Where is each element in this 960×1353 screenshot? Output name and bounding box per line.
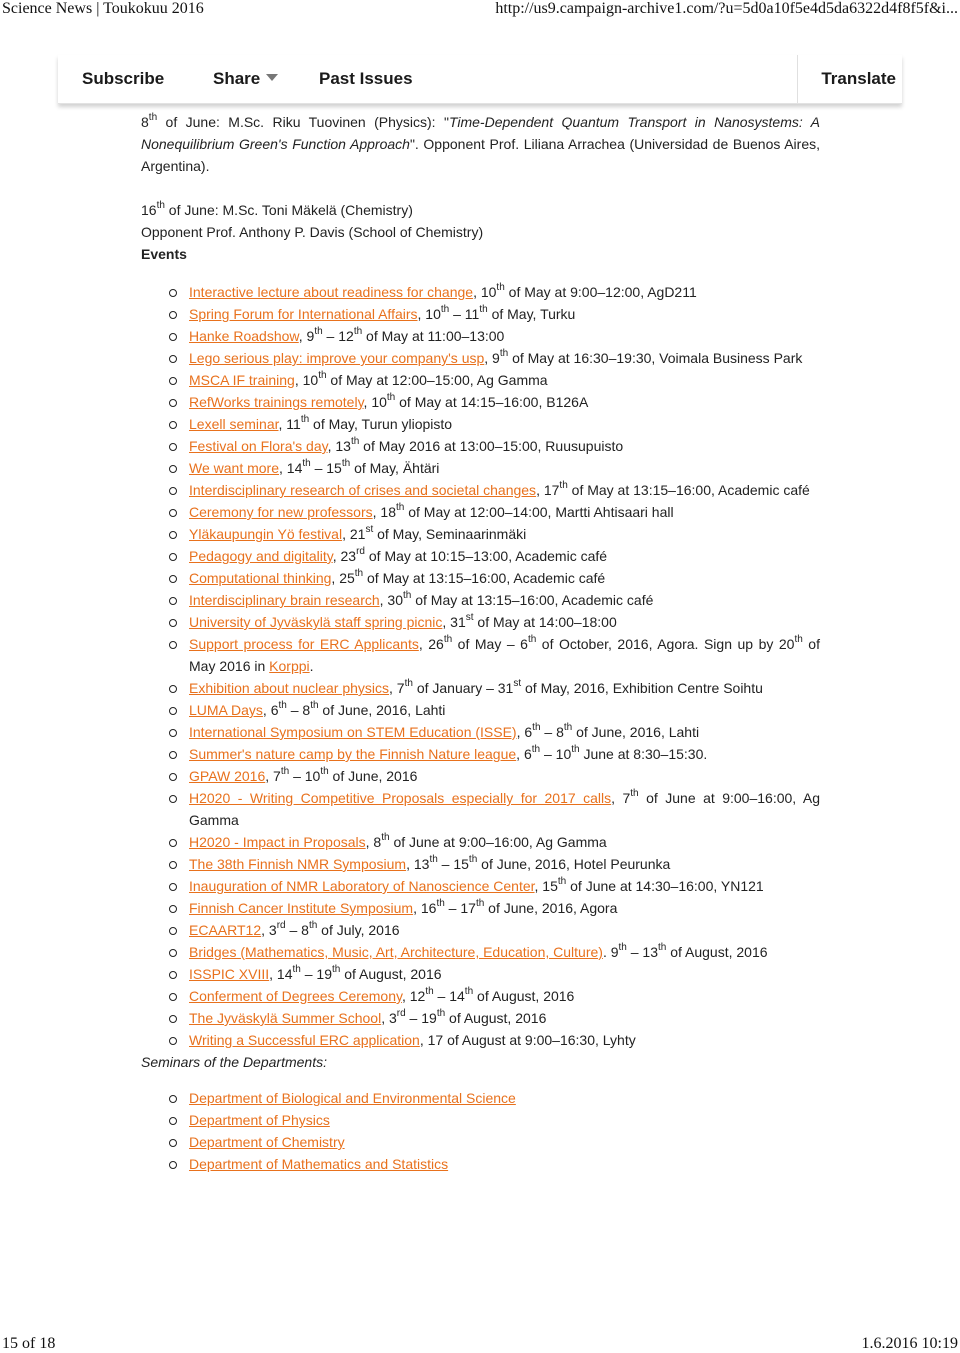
ordinal-suffix: th: [794, 634, 803, 646]
event-link[interactable]: Yläkaupungin Yö festival: [189, 526, 343, 542]
event-details: , 6: [262, 702, 279, 718]
list-item: [189, 435, 820, 457]
event-details: , 17: [536, 482, 560, 498]
list-item: [189, 303, 820, 325]
ordinal-suffix: rd: [396, 1008, 406, 1020]
share-label: Share: [213, 69, 261, 88]
seminars-list: [141, 1087, 820, 1175]
list-item: [189, 1087, 820, 1109]
event-link[interactable]: MSCA IF training: [189, 372, 295, 388]
event-details: , 14: [279, 460, 303, 476]
event-details: , 16: [413, 900, 437, 916]
event-details: – 10: [289, 768, 321, 784]
event-details: , 7: [389, 680, 405, 696]
dissertation-date: 16: [141, 202, 157, 218]
event-details: of August, 2016: [340, 966, 442, 982]
event-details: of October, 2016, Agora. Sign up by 20: [536, 636, 795, 652]
ordinal-suffix: th: [353, 326, 363, 338]
dissertation-text: of June: M.Sc. Riku Tuovinen (Physics): ": [157, 114, 449, 130]
event-details: , 12: [401, 988, 426, 1004]
event-link[interactable]: Festival on Flora's day: [189, 438, 328, 454]
event-details: , 3: [381, 1010, 397, 1026]
list-item: [189, 369, 820, 391]
event-details: of June, 2016: [328, 768, 418, 784]
event-link[interactable]: ECAART12: [189, 922, 262, 938]
ordinal-suffix: th: [386, 392, 396, 404]
event-details: of May, Turku: [487, 306, 576, 322]
event-details: of May at 11:00–13:00: [362, 328, 505, 344]
ordinal-suffix: th: [496, 282, 505, 294]
event-link[interactable]: Spring Forum for International Affairs: [189, 306, 418, 322]
list-item: [189, 611, 820, 633]
event-link[interactable]: LUMA Days: [189, 702, 263, 718]
events-heading: Events: [141, 246, 187, 262]
list-item: [189, 347, 820, 369]
newsletter-content: [141, 111, 820, 1175]
event-details: , 7: [265, 768, 281, 784]
ordinal-suffix: th: [468, 854, 478, 866]
event-details: of May at 12:00–14:00, Martti Ahtisaari hall: [404, 504, 674, 520]
ordinal-suffix: th: [350, 436, 360, 448]
event-details: of May, Ähtäri: [350, 460, 440, 476]
print-header: [0, 0, 960, 18]
ordinal-suffix: th: [475, 898, 485, 910]
list-item: [189, 1153, 820, 1175]
event-details: of May at 13:15–16:00, Academic café: [411, 592, 654, 608]
event-link[interactable]: Inauguration of NMR Laboratory of Nanoscience Center: [189, 878, 535, 894]
event-details: of June at 9:00–16:00, Ag Gamma: [389, 834, 607, 850]
ordinal-suffix: th: [443, 634, 453, 646]
event-details: , 7: [611, 790, 631, 806]
event-details: of August, 2016: [666, 944, 768, 960]
list-item: [189, 457, 820, 479]
event-details: , 8: [365, 834, 382, 850]
print-url: http://us9.campaign-archive1.com/?u=5d0a10f5e4d5da6322d4f8f5f&i...: [495, 0, 958, 17]
event-link[interactable]: H2020 - Impact in Proposals: [189, 834, 366, 850]
dissertation-date: 8: [141, 114, 149, 130]
ordinal-suffix: th: [479, 304, 488, 316]
event-link[interactable]: H2020 - Writing Competitive Proposals especially for 2017 calls: [189, 790, 612, 806]
events-list: [141, 281, 820, 1051]
ordinal-suffix: th: [404, 678, 413, 690]
seminar-link[interactable]: Department of Mathematics and Statistics: [189, 1156, 449, 1172]
event-details: – 12: [322, 328, 354, 344]
event-link[interactable]: Hanke Roadshow: [189, 328, 299, 344]
ordinal-suffix: th: [314, 326, 323, 338]
event-details: of June, 2016, Agora: [484, 900, 618, 916]
list-item: [189, 545, 820, 567]
event-link[interactable]: We want more: [189, 460, 279, 476]
event-details: – 11: [449, 306, 480, 322]
event-details: of August, 2016: [473, 988, 575, 1004]
ordinal-suffix: th: [320, 766, 329, 778]
list-item: [189, 677, 820, 699]
event-details: of May at 14:15–16:00, B126A: [395, 394, 589, 410]
event-details: of August, 2016: [445, 1010, 547, 1026]
event-details: , 10: [294, 372, 319, 388]
list-item: [189, 1109, 820, 1131]
event-details: , 17 of August at 9:00–16:30, Lyhty: [419, 1032, 636, 1048]
event-details: , 15: [534, 878, 558, 894]
page-number: 15 of 18: [2, 1335, 56, 1352]
event-details: of June, 2016, Lahti: [572, 724, 700, 740]
ordinal-suffix: th: [618, 942, 627, 954]
list-item: [189, 831, 820, 853]
ordinal-suffix: th: [403, 590, 412, 602]
event-details: of May – 6: [452, 636, 528, 652]
ordinal-suffix: th: [318, 370, 327, 382]
event-details: , 21: [342, 526, 366, 542]
event-details: .: [309, 658, 314, 674]
event-details: , 9: [484, 350, 500, 366]
event-details: of May, 2016, Exhibition Centre Soihtu: [521, 680, 763, 696]
event-details: – 10: [540, 746, 572, 762]
event-link[interactable]: Pedagogy and digitality: [189, 548, 333, 564]
event-details: , 3: [261, 922, 277, 938]
event-details: of May at 13:15–16:00, Academic café: [567, 482, 810, 498]
ordinal-suffix: th: [658, 942, 667, 954]
chevron-down-icon: [266, 74, 278, 81]
list-item: [189, 501, 820, 523]
list-item: [189, 633, 820, 677]
event-details: of June, 2016, Lahti: [318, 702, 446, 718]
event-details: – 13: [626, 944, 658, 960]
share-button[interactable]: [213, 55, 278, 103]
dissertation-title: Time-Dependent Quantum Transport in Nanosystems: A Nonequilibrium Green's Function Approach: [141, 114, 820, 152]
ordinal-suffix: th: [148, 112, 158, 124]
event-details: of January – 31: [412, 680, 514, 696]
ordinal-suffix: th: [425, 986, 434, 998]
translate-button[interactable]: Translate: [821, 69, 896, 88]
event-details: – 8: [286, 702, 311, 718]
event-details: – 17: [444, 900, 476, 916]
event-details: of May at 10:15–13:00, Academic café: [365, 548, 608, 564]
ordinal-suffix: rd: [356, 546, 365, 558]
event-link[interactable]: Conferment of Degrees Ceremony: [189, 988, 402, 1004]
event-details: , 25: [331, 570, 355, 586]
list-item: [189, 787, 820, 831]
event-link[interactable]: Writing a Successful ERC application: [189, 1032, 420, 1048]
event-details: , 13: [406, 856, 430, 872]
ordinal-suffix: th: [527, 634, 537, 646]
list-item: [189, 853, 820, 875]
dissertation-opponent: ". Opponent Prof. Liliana Arrachea (Universidad de Buenos Aires, Argentina).: [141, 136, 820, 174]
event-link[interactable]: Summer's nature camp by the Finnish Nature league: [189, 746, 517, 762]
event-link[interactable]: International Symposium on STEM Education (ISSE): [189, 724, 517, 740]
list-item: [189, 281, 820, 303]
list-item: [189, 897, 820, 919]
event-details: of May at 14:00–18:00: [473, 614, 617, 630]
dissertation-2-opponent: Opponent Prof. Anthony P. Davis (School of Chemistry): [141, 224, 484, 240]
list-item: [189, 567, 820, 589]
event-details: , 11: [278, 416, 301, 432]
ordinal-suffix: th: [559, 480, 568, 492]
list-item: [189, 919, 820, 941]
event-link[interactable]: The Jyväskylä Summer School: [189, 1010, 382, 1026]
ordinal-suffix: th: [464, 986, 474, 998]
event-details: of May, Turun yliopisto: [309, 416, 453, 432]
list-item: [189, 479, 820, 501]
event-link[interactable]: GPAW 2016: [189, 768, 266, 784]
seminar-link[interactable]: Department of Chemistry: [189, 1134, 345, 1150]
event-link[interactable]: Interdisciplinary brain research: [189, 592, 380, 608]
list-item: [189, 765, 820, 787]
list-item: [189, 941, 820, 963]
event-link[interactable]: Ceremony for new professors: [189, 504, 373, 520]
event-link[interactable]: Interactive lecture about readiness for change: [189, 284, 474, 300]
event-link[interactable]: Korppi: [269, 658, 310, 674]
event-details: of June at 9:00–16:00, Ag Gamma: [189, 790, 820, 828]
event-details: , 30: [379, 592, 403, 608]
print-footer: [0, 1335, 960, 1353]
event-details: – 19: [405, 1010, 437, 1026]
ordinal-suffix: th: [630, 788, 639, 800]
event-link[interactable]: Support process for ERC Applicants: [189, 636, 419, 652]
dissertation-text: of June: M.Sc. Toni Mäkelä (Chemistry): [164, 202, 413, 218]
ordinal-suffix: th: [278, 700, 287, 712]
list-item: [189, 325, 820, 347]
ordinal-suffix: th: [396, 502, 405, 514]
event-details: of May 2016 at 13:00–15:00, Ruusupuisto: [359, 438, 624, 454]
event-details: , 10: [473, 284, 497, 300]
seminar-link[interactable]: Department of Physics: [189, 1112, 330, 1128]
ordinal-suffix: th: [292, 964, 301, 976]
list-item: [189, 589, 820, 611]
list-item: [189, 743, 820, 765]
event-link[interactable]: Bridges (Mathematics, Music, Art, Architecture, Education, Culture): [189, 944, 603, 960]
ordinal-suffix: th: [531, 744, 541, 756]
event-details: – 8: [540, 724, 564, 740]
event-details: of May at 12:00–15:00, Ag Gamma: [326, 372, 548, 388]
seminar-link[interactable]: Department of Biological and Environmental Science: [189, 1090, 516, 1106]
event-link[interactable]: ISSPIC XVIII: [189, 966, 270, 982]
event-details: of May at 9:00–12:00, AgD211: [504, 284, 697, 300]
list-item: [189, 985, 820, 1007]
event-details: , 14: [269, 966, 293, 982]
dissertation-2: [141, 199, 820, 221]
ordinal-suffix: th: [571, 744, 580, 756]
list-item: [189, 413, 820, 435]
event-link[interactable]: Lexell seminar: [189, 416, 279, 432]
ordinal-suffix: th: [436, 898, 445, 910]
print-datetime: 1.6.2016 10:19: [861, 1335, 958, 1352]
spacer: [141, 177, 820, 199]
list-item: [189, 1131, 820, 1153]
event-link[interactable]: Computational thinking: [189, 570, 332, 586]
event-details: – 15: [310, 460, 342, 476]
ordinal-suffix: th: [557, 876, 567, 888]
ordinal-suffix: th: [302, 458, 311, 470]
ordinal-suffix: th: [381, 832, 390, 844]
event-details: of July, 2016: [317, 922, 400, 938]
event-details: of June at 14:30–16:00, YN121: [566, 878, 764, 894]
event-link[interactable]: The 38th Finnish NMR Symposium: [189, 856, 407, 872]
event-link[interactable]: Lego serious play: improve your company's usp: [189, 350, 485, 366]
event-details: , 26: [418, 636, 444, 652]
subscribe-button[interactable]: Subscribe: [82, 69, 165, 88]
event-details: , 31: [442, 614, 466, 630]
event-details: , 10: [417, 306, 441, 322]
list-item: [189, 1029, 820, 1051]
event-details: – 8: [285, 922, 309, 938]
event-details: of May, Seminaarinmäki: [373, 526, 527, 542]
ordinal-suffix: th: [308, 920, 318, 932]
event-details: of June, 2016, Hotel Peurunka: [477, 856, 671, 872]
ordinal-suffix: th: [499, 348, 509, 360]
list-item: [189, 963, 820, 985]
print-page-title: Science News | Toukokuu 2016: [2, 0, 204, 17]
ordinal-suffix: st: [365, 524, 374, 536]
event-link[interactable]: RefWorks trainings remotely: [189, 394, 364, 410]
list-item: [189, 1007, 820, 1029]
event-details: , 10: [363, 394, 387, 410]
event-details: of May at 13:15–16:00, Academic café: [363, 570, 606, 586]
event-details: of May 2016 in: [189, 636, 820, 674]
event-details: , 23: [332, 548, 357, 564]
list-item: [189, 523, 820, 545]
nav-divider: [797, 55, 798, 103]
list-item: [189, 699, 820, 721]
event-link[interactable]: Finnish Cancer Institute Symposium: [189, 900, 414, 916]
past-issues-button[interactable]: Past Issues: [319, 69, 413, 88]
ordinal-suffix: th: [429, 854, 438, 866]
dissertation-1: [141, 111, 820, 177]
ordinal-suffix: th: [436, 1008, 446, 1020]
event-details: , 6: [516, 746, 532, 762]
top-navbar: [58, 55, 902, 104]
ordinal-suffix: th: [156, 200, 165, 212]
event-details: , 9: [298, 328, 315, 344]
event-details: – 19: [300, 966, 332, 982]
event-details: – 14: [433, 988, 465, 1004]
event-link[interactable]: Interdisciplinary research of crises and societal changes: [189, 482, 537, 498]
ordinal-suffix: th: [440, 304, 450, 316]
list-item: [189, 875, 820, 897]
ordinal-suffix: th: [300, 414, 310, 426]
ordinal-suffix: th: [331, 964, 341, 976]
ordinal-suffix: th: [280, 766, 290, 778]
event-details: of May at 16:30–19:30, Voimala Business Park: [508, 350, 803, 366]
event-details: June at 8:30–15:30.: [579, 746, 708, 762]
event-details: , 18: [372, 504, 396, 520]
ordinal-suffix: st: [513, 678, 522, 690]
event-details: . 9: [602, 944, 619, 960]
ordinal-suffix: th: [354, 568, 364, 580]
event-link[interactable]: University of Jyväskylä staff spring picnic: [189, 614, 443, 630]
event-link[interactable]: Exhibition about nuclear physics: [189, 680, 390, 696]
ordinal-suffix: st: [465, 612, 474, 624]
event-details: , 6: [516, 724, 533, 740]
ordinal-suffix: th: [310, 700, 319, 712]
ordinal-suffix: rd: [276, 920, 286, 932]
event-details: , 13: [327, 438, 351, 454]
list-item: [189, 391, 820, 413]
list-item: [189, 721, 820, 743]
event-details: – 15: [437, 856, 469, 872]
seminars-heading: Seminars of the Departments:: [141, 1054, 327, 1070]
ordinal-suffix: th: [341, 458, 351, 470]
ordinal-suffix: th: [563, 722, 573, 734]
ordinal-suffix: th: [532, 722, 541, 734]
